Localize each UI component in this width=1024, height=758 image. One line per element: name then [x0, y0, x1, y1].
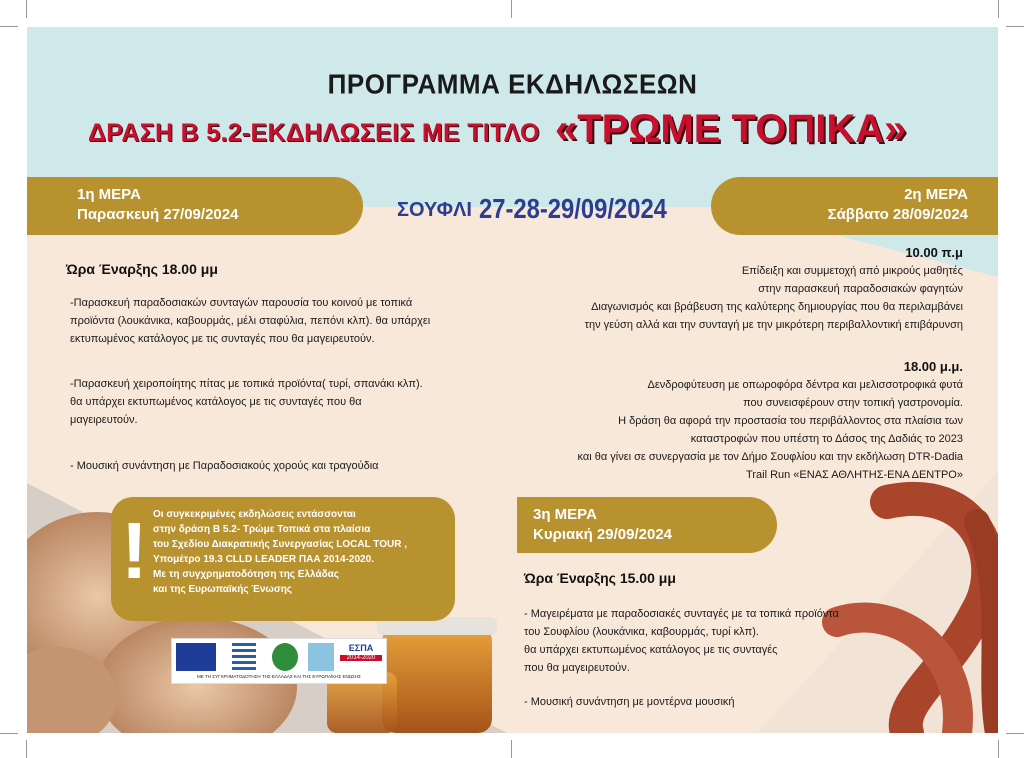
day2-header: [711, 177, 998, 235]
crop-mark: [26, 0, 27, 18]
day3-header: [517, 497, 777, 553]
day1-paragraph-3: - Μουσική συνάντηση με Παραδοσιακούς χορούς και τραγούδια: [70, 460, 379, 472]
crop-mark: [26, 740, 27, 758]
text-line: την γεύση αλλά και την συνταγή με την μικρότερη περιβαλλοντική επιβάρυνση: [584, 319, 963, 331]
day3-date: Κυριακή 29/09/2024: [533, 526, 672, 543]
local-tour-logo-icon: [308, 643, 334, 671]
fold-mark: [511, 0, 512, 18]
day2-date: Σάββατο 28/09/2024: [827, 206, 968, 223]
exclamation-icon: !: [121, 506, 148, 595]
crop-mark: [1006, 733, 1024, 734]
event-title: «ΤΡΩΜΕ ΤΟΠΙΚΑ»: [555, 107, 907, 151]
text-line: του Σουφλίου (λουκάνικα, καβουρμάς, τυρί κλπ).: [524, 626, 759, 638]
funding-note-text: [153, 507, 443, 597]
text-line: που θα μαγειρευτούν.: [524, 662, 630, 674]
text-line: Διαγωνισμός και βράβευση της καλύτερης δημιουργίας που θα περιλαμβάνει: [591, 301, 963, 313]
text-line: θα υπάρχει εκτυπωμένος κατάλογος με τις συνταγές: [524, 644, 778, 656]
day2-text-1: [503, 262, 963, 334]
day1-paragraph-1: -Παρασκευή παραδοσιακών συνταγών παρουσία του κοινού με τοπικά προϊόντα (λουκάνικα, καβουρμάς, μέλι σταφύλια, πεπόνι κλπ). θα υπάρχει εκτυπωμένος κατάλογος με τις συνταγές που θα μαγειρευτούν.: [70, 297, 431, 345]
location-place: ΣΟΥΦΛΙ: [397, 199, 472, 221]
greek-flag-icon: [232, 643, 256, 671]
action-title: ΔΡΑΣΗ Β 5.2-ΕΚΔΗΛΩΣΕΙΣ ΜΕ ΤΙΤΛΟ: [88, 119, 540, 147]
fold-mark: [511, 740, 512, 758]
espa-label: ΕΣΠΑ: [348, 643, 374, 653]
crop-mark: [0, 733, 18, 734]
logos-caption: ΜΕ ΤΗ ΣΥΓΧΡΗΜΑΤΟΔΟΤΗΣΗ ΤΗΣ ΕΛΛΑΔΑΣ ΚΑΙ ΤΗΣ ΕΥΡΩΠΑΪΚΗΣ ΕΝΩΣΗΣ: [197, 674, 361, 679]
day1-label: 1η ΜΕΡΑ: [77, 186, 141, 203]
text-line: καταστροφών που υπέστη το Δάσος της Δαδιάς το 2023: [690, 433, 963, 445]
day1-start-time: Ώρα Έναρξης 18.00 μμ: [66, 261, 218, 277]
band-diagonal: [27, 27, 998, 287]
text-line: που συνεισφέρουν στην τοπική γαστρονομία.: [743, 397, 963, 409]
text-line: Οι συγκεκριμένες εκδηλώσεις εντάσσονται: [153, 509, 356, 520]
day1-header: [27, 177, 363, 235]
day1-paragraph-2: -Παρασκευή χειροποίητης πίτας με τοπικά προϊόντα( τυρί, σπανάκι κλπ). θα υπάρχει εκτυπωμένος κατάλογος με τις συνταγές που θα μαγειρευτούν.: [70, 378, 423, 426]
day3-start-time: Ώρα Έναρξης 15.00 μμ: [524, 570, 676, 586]
text-line: Η δράση θα αφορά την προστασία του περιβάλλοντος στα πλαίσια των: [618, 415, 963, 427]
text-line: Trail Run «ΕΝΑΣ ΑΘΛΗΤΗΣ-ΕΝΑ ΔΕΝΤΡΟ»: [746, 469, 963, 481]
text-line: και θα γίνει σε συνεργασία με τον Δήμο Σουφλίου και την εκδήλωση DTR-Dadia: [577, 451, 963, 463]
day3-label: 3η ΜΕΡΑ: [533, 506, 597, 523]
text-line: στην δράση Β 5.2- Τρώμε Τοπικά στα πλαίσια: [153, 524, 371, 535]
location-date-range: 27-28-29/09/2024: [479, 193, 667, 224]
text-line: - Μαγειρέματα με παραδοσιακές συνταγές με τα τοπικά προϊόντα: [524, 608, 839, 620]
day2-label: 2η ΜΕΡΑ: [904, 186, 968, 203]
text-line: Δενδροφύτευση με οπωροφόρα δέντρα και μελισσοτροφικά φυτά: [647, 379, 963, 391]
text-line: και της Ευρωπαϊκής Ένωσης: [153, 584, 292, 595]
crop-mark: [1006, 26, 1024, 27]
day3-paragraph-2: - Μουσική συνάντηση με μοντέρνα μουσική: [524, 696, 735, 708]
leader-logo-icon: [272, 643, 298, 671]
text-line: στην παρασκευή παραδοσιακών φαγητών: [758, 283, 963, 295]
espa-years: 2014-2020: [340, 655, 382, 661]
page-title: ΠΡΟΓΡΑΜΜΑ ΕΚΔΗΛΩΣΕΩΝ: [327, 68, 698, 100]
crop-mark: [0, 26, 18, 27]
text-line: του Σχεδίου Διακρατικής Συνεργασίας LOCAL TOUR ,: [153, 539, 408, 550]
day1-date: Παρασκευή 27/09/2024: [77, 206, 239, 223]
day2-time-1: 10.00 π.μ: [905, 245, 963, 260]
text-line: Επίδειξη και συμμετοχή από μικρούς μαθητές: [741, 265, 963, 277]
day2-text-2: [503, 376, 963, 484]
flyer: [27, 27, 998, 733]
day3-paragraph-1: [524, 605, 884, 677]
day2-time-2: 18.00 μ.μ.: [903, 359, 963, 374]
funding-note: [111, 497, 455, 621]
crop-mark: [998, 740, 999, 758]
espa-logo: [340, 643, 382, 671]
text-line: Υπομέτρο 19.3 CLLD LEADER ΠΑΑ 2014-2020.: [153, 554, 374, 565]
funding-logos: [171, 638, 387, 684]
text-line: Με τη συγχρηματοδότηση της Ελλάδας: [153, 569, 340, 580]
eu-flag-icon: [176, 643, 216, 671]
crop-mark: [998, 0, 999, 18]
